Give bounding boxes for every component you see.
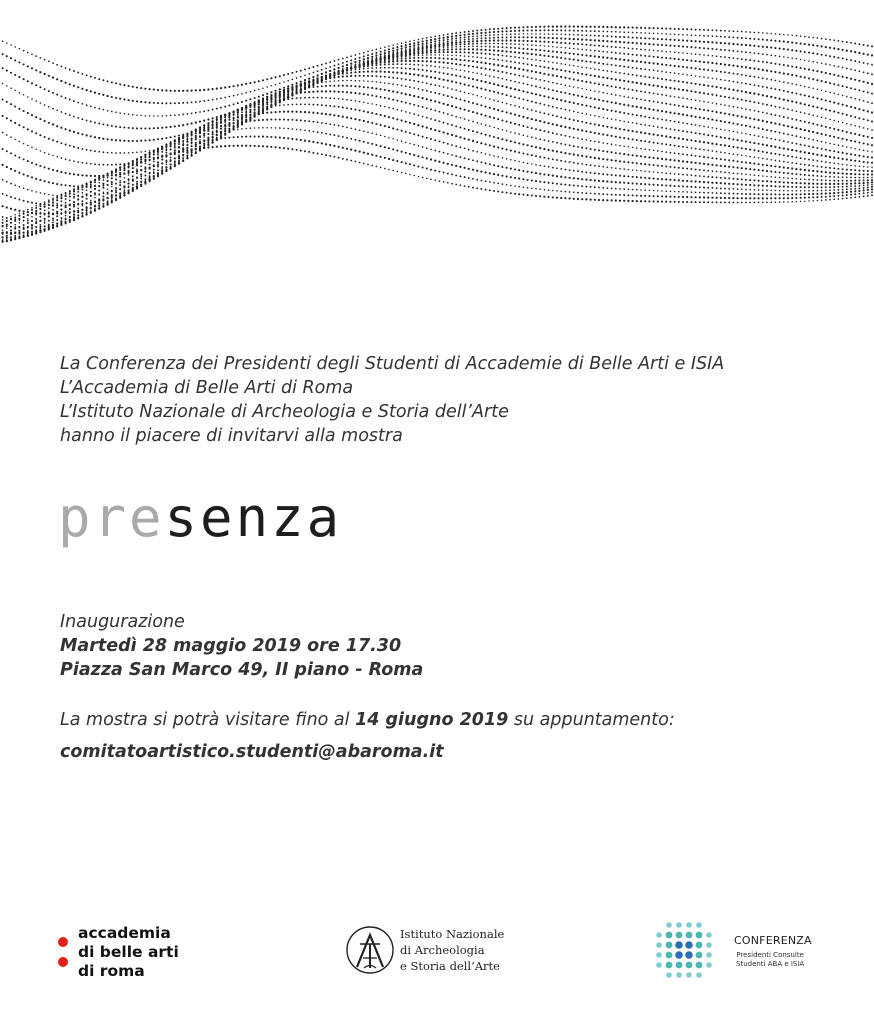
event-label: Inaugurazione (60, 612, 185, 632)
inasa-logo-text (400, 926, 504, 974)
visit-suffix: su appuntamento: (508, 710, 675, 730)
inasa-emblem-icon (344, 924, 396, 976)
inasa-logo (344, 924, 534, 984)
invitation-intro (60, 352, 724, 448)
aba-logo-line: di belle arti (78, 943, 179, 961)
intro-line: L’Istituto Nazionale di Archeologia e Storia dell’Arte (60, 402, 509, 422)
aba-logo-line: accademia (78, 924, 171, 942)
conferenza-title: CONFERENZA (734, 934, 812, 947)
intro-line: La Conferenza dei Presidenti degli Studenti di Accademie di Belle Arti e ISIA (60, 354, 725, 374)
inasa-logo-line: Istituto Nazionale (400, 927, 505, 941)
aba-logo-line: di roma (78, 962, 145, 980)
visit-prefix: La mostra si potrà visitare fino al (60, 710, 356, 730)
aba-logo-text (78, 924, 179, 981)
event-datetime: Martedì 28 maggio 2019 ore 17.30 (60, 636, 402, 656)
visit-end-date: 14 giugno 2019 (355, 710, 509, 730)
event-place: Piazza San Marco 49, II piano - Roma (60, 660, 424, 680)
intro-line: L’Accademia di Belle Arti di Roma (60, 378, 354, 398)
event-details (60, 610, 423, 682)
aba-dots-icon (58, 937, 70, 977)
conferenza-sub-line: Presidenti Consulte (736, 951, 804, 959)
conferenza-sub-line: Studenti ABA e ISIA (736, 960, 805, 968)
conferenza-logo (652, 918, 832, 984)
visit-info (60, 710, 675, 730)
dotted-wave-graphic (0, 0, 874, 300)
title-part-senza: senza (164, 486, 343, 549)
exhibition-title (58, 486, 342, 549)
contact-email[interactable]: comitatoartistico.studenti@abaroma.it (60, 742, 444, 762)
inasa-logo-line: e Storia dell’Arte (400, 959, 500, 973)
conferenza-dots-icon (652, 918, 716, 982)
intro-line: hanno il piacere di invitarvi alla mostra (60, 426, 403, 446)
conferenza-subtitle (736, 951, 804, 969)
title-part-pre: pre (58, 486, 165, 549)
inasa-logo-line: di Archeologia (400, 943, 485, 957)
